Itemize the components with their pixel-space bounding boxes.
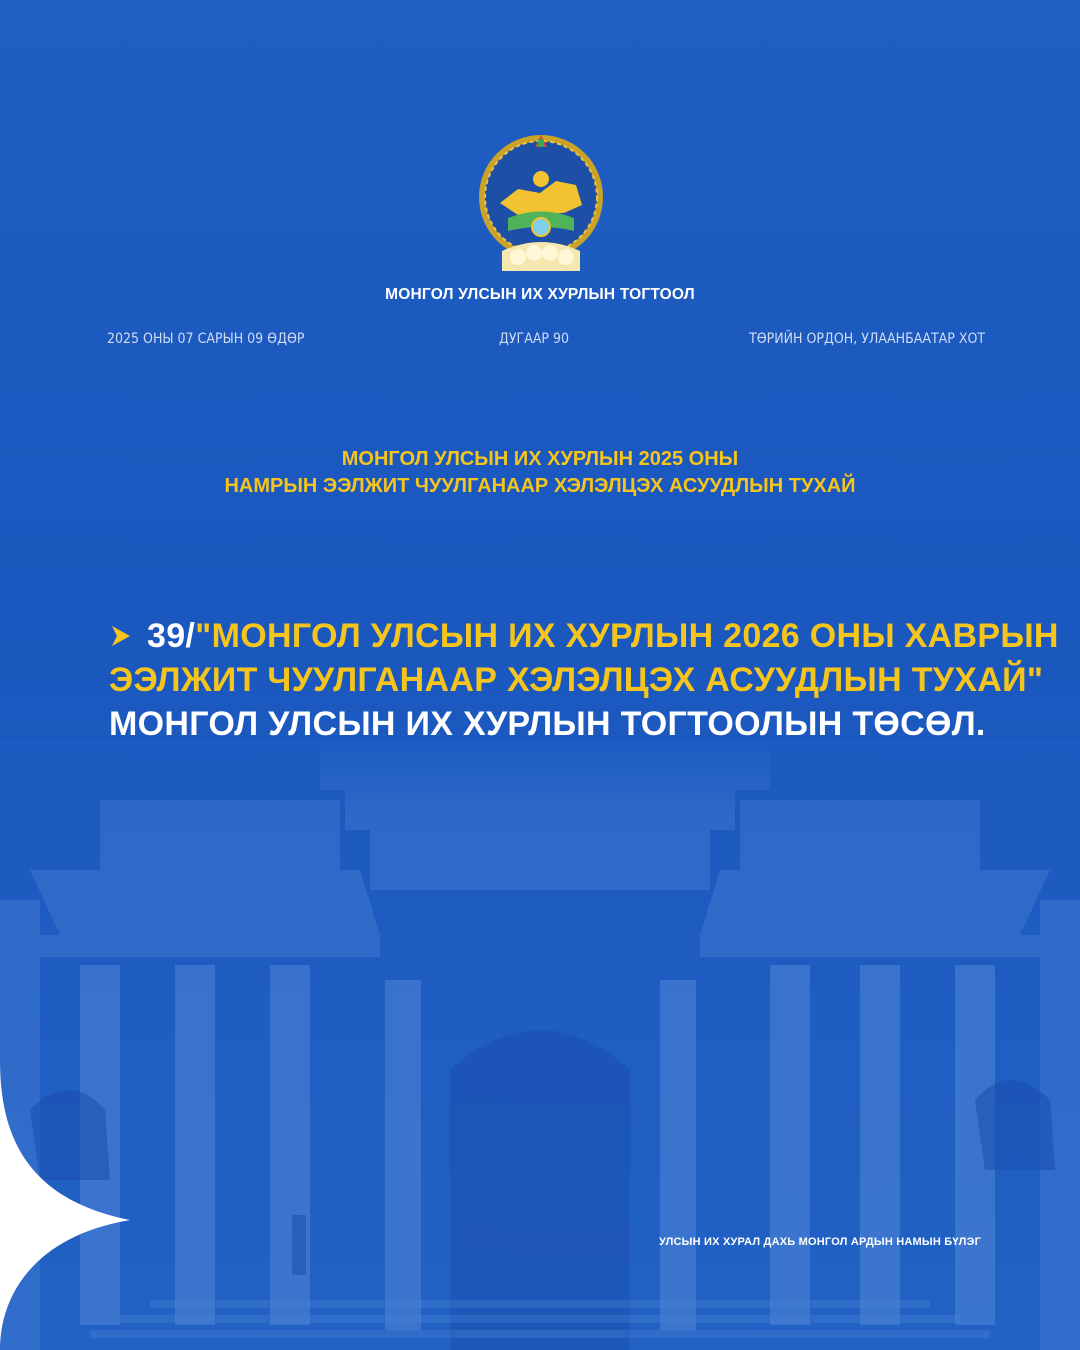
resolution-place: ТӨРИЙН ОРДОН, УЛААНБААТАР ХОТ bbox=[749, 331, 986, 347]
item-title-part2: ЭЭЛЖИТ ЧУУЛГАНААР ХЭЛЭЛЦЭХ АСУУДЛЫН ТУХАЙ" bbox=[109, 661, 1044, 699]
resolution-number: ДУГААР 90 bbox=[499, 331, 570, 347]
decorative-wave bbox=[0, 1060, 140, 1350]
footer-caption: УЛСЫН ИХ ХУРАЛ ДАХЬ МОНГОЛ АРДЫН НАМЫН БҮЛЭГ bbox=[659, 1236, 982, 1248]
resolution-title-line1: МОНГОЛ УЛСЫН ИХ ХУРЛЫН 2025 ОНЫ bbox=[341, 448, 739, 470]
item-title-part3: МОНГОЛ УЛСЫН ИХ ХУРЛЫН ТОГТООЛЫН ТӨСӨЛ. bbox=[109, 705, 986, 743]
item-number: 39/ bbox=[147, 617, 196, 655]
state-emblem-icon bbox=[478, 133, 604, 275]
item-headline-line1 bbox=[147, 614, 1059, 658]
resolution-title-line2: НАМРЫН ЭЭЛЖИТ ЧУУЛГАНААР ХЭЛЭЛЦЭХ АСУУДЛЫН ТУХАЙ bbox=[224, 475, 856, 497]
chevron-right-icon bbox=[110, 624, 132, 648]
document-type-title: МОНГОЛ УЛСЫН ИХ ХУРЛЫН ТОГТООЛ bbox=[385, 286, 695, 303]
government-palace-background bbox=[0, 740, 1080, 1350]
resolution-date: 2025 ОНЫ 07 САРЫН 09 ӨДӨР bbox=[107, 331, 305, 347]
item-title-part1: "МОНГОЛ УЛСЫН ИХ ХУРЛЫН 2026 ОНЫ ХАВРЫН bbox=[195, 617, 1059, 655]
